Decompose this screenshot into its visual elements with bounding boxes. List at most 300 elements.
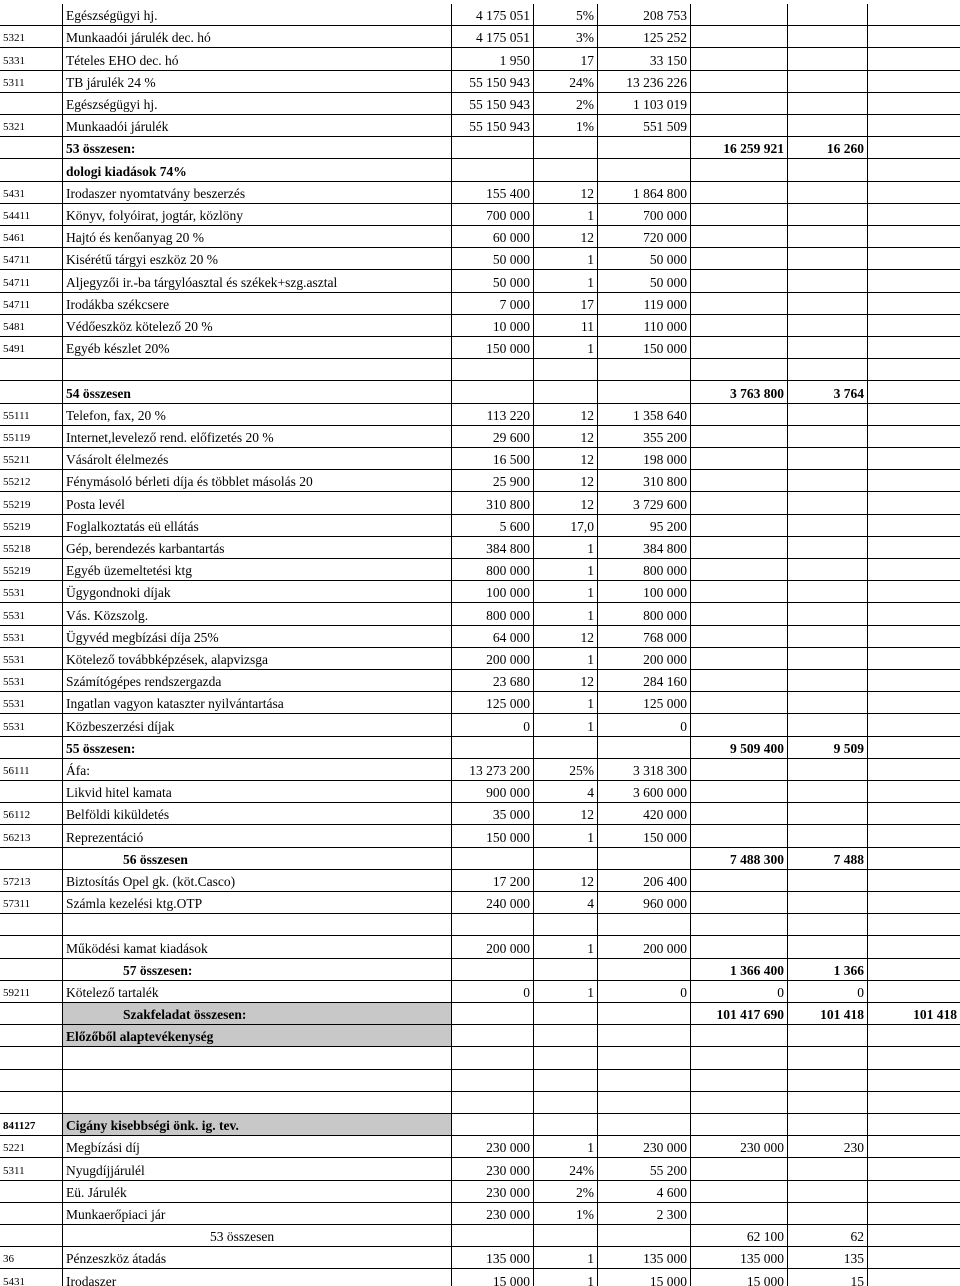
description-cell: Egészségügyi hj. — [62, 4, 451, 25]
quantity-cell — [533, 1003, 597, 1024]
table-row — [0, 492, 960, 515]
line-total-cell: 135 000 — [597, 1247, 690, 1268]
sum-3-cell — [867, 559, 960, 580]
description-cell — [62, 914, 451, 935]
table-row — [0, 293, 960, 315]
line-total-cell: 100 000 — [597, 581, 690, 602]
account-code-cell: 54711 — [3, 254, 31, 266]
account-code-cell — [0, 137, 62, 158]
sum-2-cell — [787, 470, 867, 491]
sum-1-cell — [690, 115, 787, 136]
sum-3-cell — [867, 581, 960, 602]
quantity-cell: 1 — [533, 581, 597, 602]
sum-1-cell — [690, 404, 787, 425]
line-total-cell — [597, 848, 690, 869]
description-cell: Előzőből alaptevékenység — [62, 1025, 451, 1046]
sum-1-cell — [690, 71, 787, 92]
table-row — [0, 1070, 960, 1092]
account-code-cell: 55212 — [3, 476, 31, 488]
line-total-cell: 2 300 — [597, 1203, 690, 1224]
line-total-cell: 551 509 — [597, 115, 690, 136]
unit-amount-cell — [451, 159, 533, 181]
sum-2-cell — [787, 803, 867, 824]
sum-1-cell — [690, 337, 787, 358]
sum-2-cell — [787, 648, 867, 669]
sum-2-cell: 135 — [787, 1247, 867, 1268]
sum-3-cell — [867, 159, 960, 181]
line-total-cell — [597, 914, 690, 935]
description-cell: Kisérétű tárgyi eszköz 20 % — [62, 248, 451, 269]
table-row — [0, 226, 960, 248]
table-row — [0, 1181, 960, 1203]
description-cell: 57 összesen: — [62, 959, 451, 980]
line-total-cell — [597, 1225, 690, 1246]
sum-2-cell — [787, 248, 867, 269]
sum-2-cell — [787, 26, 867, 47]
sum-1-cell — [690, 670, 787, 691]
quantity-cell: 2% — [533, 93, 597, 114]
quantity-cell: 17,0 — [533, 515, 597, 536]
sum-3-cell — [867, 359, 960, 380]
table-row — [0, 559, 960, 581]
sum-1-cell — [690, 870, 787, 891]
account-code-cell: 5481 — [3, 321, 25, 333]
sum-1-cell — [690, 293, 787, 314]
table-row — [0, 670, 960, 692]
unit-amount-cell: 16 500 — [451, 448, 533, 469]
line-total-cell: 3 729 600 — [597, 492, 690, 514]
quantity-cell — [533, 1114, 597, 1135]
description-cell: Munkaadói járulék dec. hó — [62, 26, 451, 47]
quantity-cell: 1% — [533, 1203, 597, 1224]
unit-amount-cell — [451, 848, 533, 869]
line-total-cell: 198 000 — [597, 448, 690, 469]
quantity-cell: 12 — [533, 470, 597, 491]
unit-amount-cell: 4 175 051 — [451, 26, 533, 47]
quantity-cell: 12 — [533, 870, 597, 891]
account-code-cell: 36 — [3, 1253, 14, 1265]
line-total-cell: 119 000 — [597, 293, 690, 314]
sum-1-cell — [690, 825, 787, 847]
account-code-cell — [0, 1225, 62, 1246]
account-code-cell: 5531 — [3, 632, 25, 644]
sum-3-cell — [867, 892, 960, 913]
sum-1-cell — [690, 448, 787, 469]
description-cell — [62, 1070, 451, 1091]
sum-1-cell — [690, 537, 787, 558]
unit-amount-cell: 230 000 — [451, 1136, 533, 1157]
sum-3-cell — [867, 1114, 960, 1135]
table-row — [0, 936, 960, 959]
sum-1-cell — [690, 315, 787, 336]
line-total-cell: 4 600 — [597, 1181, 690, 1202]
sum-2-cell — [787, 936, 867, 958]
quantity-cell: 3% — [533, 26, 597, 47]
description-cell: Reprezentáció — [62, 825, 451, 847]
description-cell: Ügyvéd megbízási díja 25% — [62, 626, 451, 647]
table-row — [0, 714, 960, 737]
sum-2-cell: 230 — [787, 1136, 867, 1157]
sum-1-cell: 7 488 300 — [690, 848, 787, 869]
quantity-cell: 24% — [533, 1158, 597, 1180]
sum-2-cell — [787, 4, 867, 25]
description-cell: Pénzeszköz átadás — [62, 1247, 451, 1268]
sum-1-cell — [690, 1114, 787, 1135]
table-row — [0, 1092, 960, 1114]
description-cell: Működési kamat kiadások — [62, 936, 451, 958]
description-cell: 56 összesen — [62, 848, 451, 869]
sum-3-cell — [867, 4, 960, 25]
sum-2-cell — [787, 714, 867, 736]
unit-amount-cell: 135 000 — [451, 1247, 533, 1268]
unit-amount-cell: 5 600 — [451, 515, 533, 536]
sum-1-cell — [690, 226, 787, 247]
description-cell: Közbeszerzési díjak — [62, 714, 451, 736]
unit-amount-cell: 200 000 — [451, 936, 533, 958]
sum-1-cell — [690, 248, 787, 269]
description-cell: Cigány kisebbségi önk. ig. tev. — [62, 1114, 451, 1135]
quantity-cell: 12 — [533, 626, 597, 647]
line-total-cell: 284 160 — [597, 670, 690, 691]
quantity-cell: 12 — [533, 426, 597, 447]
table-row — [0, 537, 960, 559]
table-row — [0, 1203, 960, 1225]
sum-2-cell — [787, 359, 867, 380]
quantity-cell: 17 — [533, 48, 597, 70]
sum-1-cell: 101 417 690 — [690, 1003, 787, 1024]
description-cell: Vásárolt élelmezés — [62, 448, 451, 469]
sum-3-cell — [867, 936, 960, 958]
sum-3-cell — [867, 848, 960, 869]
description-cell: Egyéb üzemeltetési ktg — [62, 559, 451, 580]
sum-2-cell — [787, 1158, 867, 1180]
quantity-cell — [533, 137, 597, 158]
sum-3-cell — [867, 315, 960, 336]
line-total-cell: 355 200 — [597, 426, 690, 447]
account-code-cell — [0, 1025, 62, 1046]
unit-amount-cell: 230 000 — [451, 1181, 533, 1202]
unit-amount-cell: 113 220 — [451, 404, 533, 425]
sum-3-cell — [867, 1092, 960, 1113]
unit-amount-cell — [451, 381, 533, 403]
account-code-cell: 56112 — [3, 809, 31, 821]
unit-amount-cell: 10 000 — [451, 315, 533, 336]
sum-1-cell — [690, 4, 787, 25]
sum-2-cell: 16 260 — [787, 137, 867, 158]
sum-2-cell: 1 366 — [787, 959, 867, 980]
account-code-cell: 5531 — [3, 676, 25, 688]
description-cell: Ingatlan vagyon kataszter nyilvántartása — [62, 692, 451, 713]
table-row — [0, 1114, 960, 1136]
sum-1-cell — [690, 936, 787, 958]
quantity-cell: 24% — [533, 71, 597, 92]
sum-1-cell — [690, 515, 787, 536]
line-total-cell — [597, 1092, 690, 1113]
quantity-cell: 17 — [533, 293, 597, 314]
sum-2-cell — [787, 93, 867, 114]
table-row — [0, 737, 960, 759]
sum-1-cell — [690, 581, 787, 602]
line-total-cell: 13 236 226 — [597, 71, 690, 92]
sum-2-cell — [787, 914, 867, 935]
account-code-cell — [0, 359, 62, 380]
sum-1-cell — [690, 492, 787, 514]
account-code-cell: 55111 — [3, 410, 30, 422]
sum-2-cell — [787, 825, 867, 847]
line-total-cell: 150 000 — [597, 825, 690, 847]
line-total-cell: 150 000 — [597, 337, 690, 358]
sum-2-cell — [787, 1070, 867, 1091]
sum-1-cell — [690, 26, 787, 47]
sum-3-cell — [867, 182, 960, 203]
unit-amount-cell: 1 950 — [451, 48, 533, 70]
unit-amount-cell — [451, 1092, 533, 1113]
sum-2-cell: 101 418 — [787, 1003, 867, 1024]
sum-2-cell — [787, 448, 867, 469]
quantity-cell: 12 — [533, 404, 597, 425]
sum-3-cell — [867, 781, 960, 802]
quantity-cell: 12 — [533, 182, 597, 203]
unit-amount-cell: 230 000 — [451, 1158, 533, 1180]
sum-3-cell — [867, 204, 960, 225]
description-cell: Munkaerőpiaci jár — [62, 1203, 451, 1224]
sum-1-cell — [690, 1158, 787, 1180]
sum-3-cell — [867, 426, 960, 447]
sum-2-cell — [787, 226, 867, 247]
line-total-cell: 960 000 — [597, 892, 690, 913]
line-total-cell — [597, 1003, 690, 1024]
unit-amount-cell: 64 000 — [451, 626, 533, 647]
table-row — [0, 1047, 960, 1070]
quantity-cell: 1 — [533, 337, 597, 358]
sum-2-cell — [787, 515, 867, 536]
unit-amount-cell: 150 000 — [451, 825, 533, 847]
account-code-cell — [0, 848, 62, 869]
description-cell: Irodaszer nyomtatvány beszerzés — [62, 182, 451, 203]
unit-amount-cell: 55 150 943 — [451, 71, 533, 92]
quantity-cell — [533, 1047, 597, 1069]
table-row — [0, 4, 960, 26]
quantity-cell — [533, 848, 597, 869]
table-row — [0, 1003, 960, 1025]
unit-amount-cell — [451, 1003, 533, 1024]
description-cell: 53 összesen: — [62, 137, 451, 158]
sum-3-cell — [867, 270, 960, 292]
description-cell: Likvid hitel kamata — [62, 781, 451, 802]
quantity-cell: 11 — [533, 315, 597, 336]
description-cell — [62, 359, 451, 380]
line-total-cell — [597, 959, 690, 980]
quantity-cell: 1 — [533, 648, 597, 669]
unit-amount-cell: 15 000 — [451, 1269, 533, 1286]
account-code-cell: 54411 — [3, 210, 31, 222]
quantity-cell: 4 — [533, 892, 597, 913]
unit-amount-cell: 0 — [451, 981, 533, 1002]
sum-3-cell — [867, 515, 960, 536]
unit-amount-cell: 700 000 — [451, 204, 533, 225]
line-total-cell — [597, 137, 690, 158]
sum-3-cell — [867, 959, 960, 980]
description-cell: Egyéb készlet 20% — [62, 337, 451, 358]
unit-amount-cell — [451, 1025, 533, 1046]
sum-3-cell — [867, 248, 960, 269]
sum-1-cell — [690, 48, 787, 70]
sum-2-cell — [787, 293, 867, 314]
line-total-cell — [597, 1047, 690, 1069]
sum-3-cell: 101 418 — [867, 1003, 960, 1024]
quantity-cell: 1% — [533, 115, 597, 136]
account-code-cell: 54711 — [3, 277, 31, 289]
sum-1-cell — [690, 714, 787, 736]
sum-2-cell — [787, 1092, 867, 1113]
sum-1-cell — [690, 914, 787, 935]
account-code-cell: 5331 — [3, 55, 25, 67]
account-code-cell: 54711 — [3, 299, 31, 311]
quantity-cell — [533, 1025, 597, 1046]
quantity-cell: 1 — [533, 1247, 597, 1268]
sum-3-cell — [867, 1181, 960, 1202]
sum-2-cell — [787, 337, 867, 358]
line-total-cell: 200 000 — [597, 936, 690, 958]
line-total-cell: 700 000 — [597, 204, 690, 225]
quantity-cell — [533, 359, 597, 380]
unit-amount-cell: 384 800 — [451, 537, 533, 558]
unit-amount-cell: 17 200 — [451, 870, 533, 891]
sum-2-cell: 3 764 — [787, 381, 867, 403]
table-row — [0, 870, 960, 892]
sum-1-cell — [690, 426, 787, 447]
line-total-cell: 0 — [597, 714, 690, 736]
account-code-cell — [0, 381, 62, 403]
table-row — [0, 48, 960, 71]
account-code-cell: 5531 — [3, 610, 25, 622]
table-row — [0, 981, 960, 1003]
quantity-cell: 2% — [533, 1181, 597, 1202]
unit-amount-cell: 800 000 — [451, 603, 533, 625]
description-cell: Fénymásoló bérleti díja és többlet másolás 20 — [62, 470, 451, 491]
sum-2-cell — [787, 492, 867, 514]
table-row — [0, 93, 960, 115]
sum-1-cell — [690, 648, 787, 669]
table-row — [0, 26, 960, 48]
table-row — [0, 1158, 960, 1181]
unit-amount-cell: 55 150 943 — [451, 115, 533, 136]
description-cell: Belföldi kiküldetés — [62, 803, 451, 824]
line-total-cell: 1 103 019 — [597, 93, 690, 114]
sum-3-cell — [867, 825, 960, 847]
sum-2-cell: 15 — [787, 1269, 867, 1286]
account-code-cell: 5321 — [3, 121, 25, 133]
account-code-cell: 5431 — [3, 188, 25, 200]
description-cell: Nyugdíjjárulél — [62, 1158, 451, 1180]
account-code-cell: 55211 — [3, 454, 31, 466]
quantity-cell: 1 — [533, 692, 597, 713]
table-row — [0, 404, 960, 426]
description-cell: Munkaadói járulék — [62, 115, 451, 136]
table-row — [0, 959, 960, 981]
unit-amount-cell: 0 — [451, 714, 533, 736]
unit-amount-cell: 125 000 — [451, 692, 533, 713]
description-cell: Telefon, fax, 20 % — [62, 404, 451, 425]
unit-amount-cell: 230 000 — [451, 1203, 533, 1224]
sum-1-cell — [690, 159, 787, 181]
sum-3-cell — [867, 714, 960, 736]
quantity-cell — [533, 959, 597, 980]
sum-3-cell — [867, 648, 960, 669]
sum-1-cell — [690, 803, 787, 824]
table-row — [0, 182, 960, 204]
sum-3-cell — [867, 537, 960, 558]
sum-1-cell — [690, 759, 787, 780]
description-cell: 54 összesen — [62, 381, 451, 403]
sum-3-cell — [867, 981, 960, 1002]
sum-1-cell — [690, 1181, 787, 1202]
table-row — [0, 204, 960, 226]
line-total-cell: 208 753 — [597, 4, 690, 25]
sum-3-cell — [867, 1047, 960, 1069]
unit-amount-cell — [451, 359, 533, 380]
account-code-cell: 5461 — [3, 232, 25, 244]
unit-amount-cell: 55 150 943 — [451, 93, 533, 114]
sum-2-cell — [787, 1203, 867, 1224]
description-cell: Kötelező tartalék — [62, 981, 451, 1002]
quantity-cell: 1 — [533, 559, 597, 580]
account-code-cell: 5491 — [3, 343, 25, 355]
unit-amount-cell — [451, 914, 533, 935]
quantity-cell: 1 — [533, 204, 597, 225]
account-code-cell — [0, 936, 62, 958]
sum-1-cell — [690, 603, 787, 625]
line-total-cell: 0 — [597, 981, 690, 1002]
line-total-cell — [597, 381, 690, 403]
sum-2-cell — [787, 270, 867, 292]
quantity-cell: 1 — [533, 1269, 597, 1286]
quantity-cell — [533, 381, 597, 403]
account-code-cell — [0, 1070, 62, 1091]
line-total-cell: 3 600 000 — [597, 781, 690, 802]
line-total-cell: 55 200 — [597, 1158, 690, 1180]
quantity-cell — [533, 737, 597, 758]
account-code-cell: 55119 — [3, 432, 31, 444]
table-row — [0, 71, 960, 93]
sum-1-cell — [690, 470, 787, 491]
table-row — [0, 315, 960, 337]
quantity-cell: 12 — [533, 670, 597, 691]
table-row — [0, 781, 960, 803]
sum-2-cell — [787, 892, 867, 913]
sum-1-cell — [690, 559, 787, 580]
line-total-cell: 125 252 — [597, 26, 690, 47]
account-code-cell: 5311 — [3, 77, 25, 89]
table-row — [0, 426, 960, 448]
sum-1-cell — [690, 182, 787, 203]
sum-1-cell — [690, 204, 787, 225]
sum-3-cell — [867, 670, 960, 691]
quantity-cell: 1 — [533, 603, 597, 625]
unit-amount-cell: 800 000 — [451, 559, 533, 580]
line-total-cell: 230 000 — [597, 1136, 690, 1157]
unit-amount-cell: 29 600 — [451, 426, 533, 447]
unit-amount-cell — [451, 959, 533, 980]
quantity-cell — [533, 1092, 597, 1113]
table-row — [0, 137, 960, 159]
line-total-cell: 50 000 — [597, 248, 690, 269]
account-code-cell: 55219 — [3, 499, 31, 511]
description-cell: Védőeszköz kötelező 20 % — [62, 315, 451, 336]
sum-3-cell — [867, 470, 960, 491]
account-code-cell: 5431 — [3, 1276, 25, 1286]
line-total-cell — [597, 1114, 690, 1135]
